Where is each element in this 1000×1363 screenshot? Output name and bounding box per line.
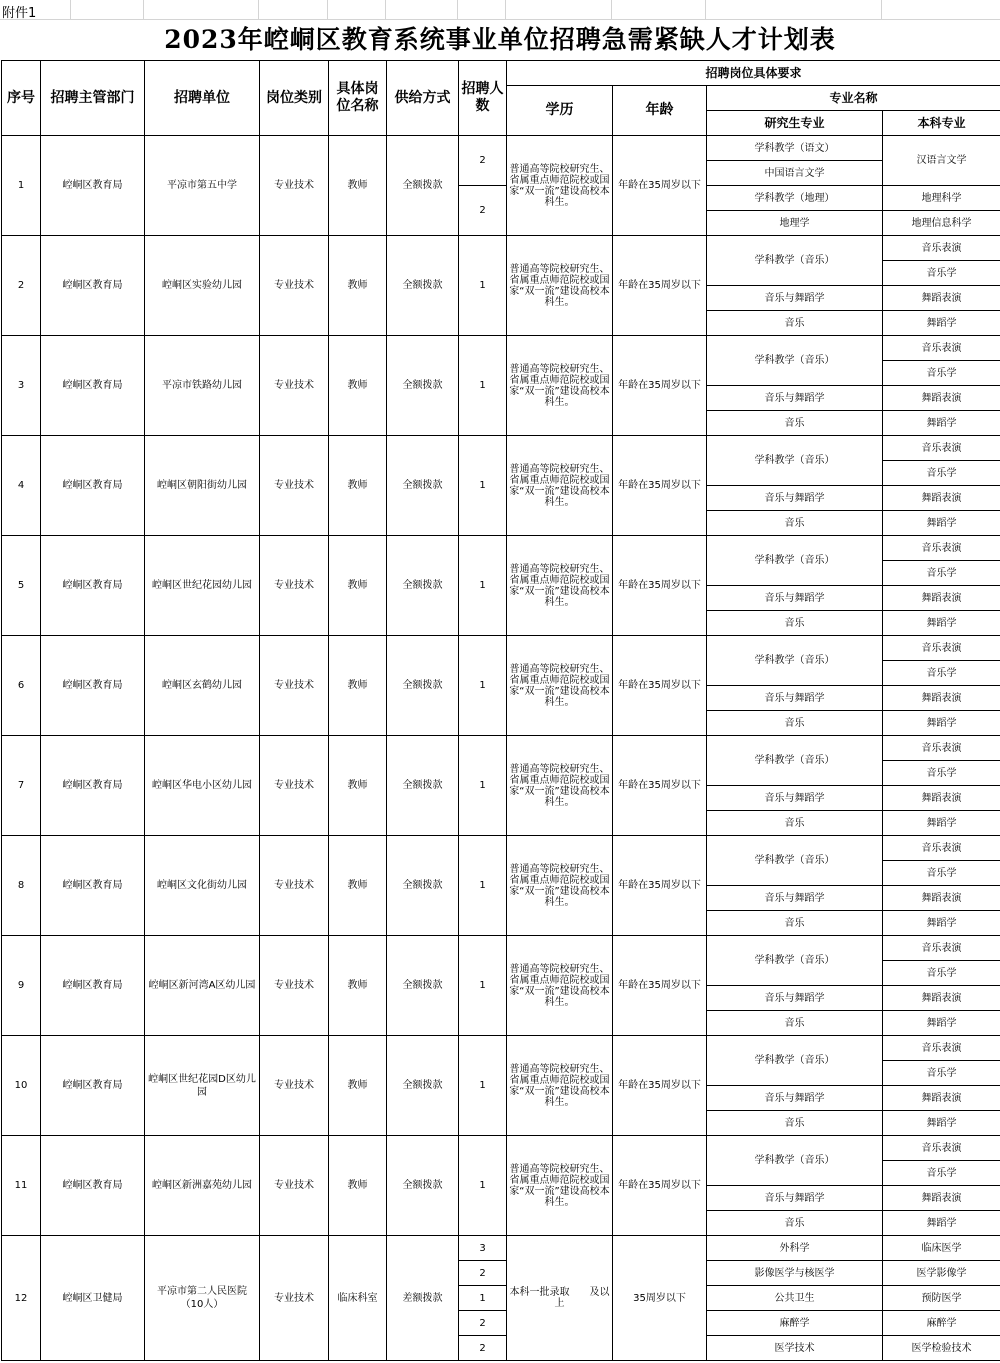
cell-ug-major: 舞蹈表演 (883, 786, 1000, 811)
cell-position: 教师 (329, 536, 387, 636)
cell-ug-major: 舞蹈学 (883, 711, 1000, 736)
cell-ug-major: 汉语言文学 (883, 136, 1000, 186)
cell-ug-major: 舞蹈表演 (883, 986, 1000, 1011)
cell-dept: 崆峒区教育局 (41, 636, 145, 736)
cell-ug-major: 舞蹈表演 (883, 486, 1000, 511)
cell-age: 年龄在35周岁以下 (613, 336, 707, 436)
cell-unit: 崆峒区新河湾A区幼儿园 (145, 936, 260, 1036)
cell-count: 3 (459, 1236, 507, 1261)
table-body (2, 61, 1000, 1361)
cell-ug-major: 舞蹈学 (883, 411, 1000, 436)
cell-age: 年龄在35周岁以下 (613, 536, 707, 636)
cell-no: 5 (2, 536, 41, 636)
cell-no: 6 (2, 636, 41, 736)
cell-unit: 崆峒区实验幼儿园 (145, 236, 260, 336)
cell-grad-major: 音乐与舞蹈学 (707, 586, 883, 611)
cell-category: 专业技术 (260, 336, 329, 436)
cell-category: 专业技术 (260, 1236, 329, 1361)
cell-dept: 崆峒区教育局 (41, 436, 145, 536)
cell-unit: 崆峒区朝阳街幼儿园 (145, 436, 260, 536)
cell-funding: 差额拨款 (387, 1236, 459, 1361)
cell-category: 专业技术 (260, 436, 329, 536)
cell-count: 2 (459, 136, 507, 186)
cell-unit: 平凉市铁路幼儿园 (145, 336, 260, 436)
cell-unit: 崆峒区世纪花园幼儿园 (145, 536, 260, 636)
cell-ug-major: 音乐学 (883, 561, 1000, 586)
cell-grad-major: 学科教学（音乐） (707, 836, 883, 886)
cell-ug-major: 舞蹈表演 (883, 1086, 1000, 1111)
cell-position: 教师 (329, 236, 387, 336)
cell-count: 1 (459, 936, 507, 1036)
cell-no: 9 (2, 936, 41, 1036)
cell-grad-major: 外科学 (707, 1236, 883, 1261)
cell-no: 8 (2, 836, 41, 936)
table-row (2, 1236, 1000, 1261)
cell-grad-major: 音乐与舞蹈学 (707, 386, 883, 411)
cell-education: 普通高等院校研究生、省属重点师范院校或国家“双一流”建设高校本科生。 (507, 236, 613, 336)
cell-funding: 全额拨款 (387, 836, 459, 936)
cell-ug-major: 音乐学 (883, 461, 1000, 486)
cell-category: 专业技术 (260, 636, 329, 736)
cell-category: 专业技术 (260, 736, 329, 836)
cell-count: 1 (459, 536, 507, 636)
cell-grad-major: 音乐与舞蹈学 (707, 486, 883, 511)
cell-grad-major: 地理学 (707, 211, 883, 236)
recruitment-plan-table (1, 60, 1000, 1361)
table-row (2, 336, 1000, 361)
cell-position: 教师 (329, 436, 387, 536)
cell-category: 专业技术 (260, 136, 329, 236)
cell-education: 普通高等院校研究生、省属重点师范院校或国家“双一流”建设高校本科生。 (507, 336, 613, 436)
table-row (2, 436, 1000, 461)
cell-grad-major: 学科教学（音乐） (707, 1036, 883, 1086)
cell-unit: 崆峒区华电小区幼儿园 (145, 736, 260, 836)
cell-ug-major: 音乐表演 (883, 636, 1000, 661)
cell-dept: 崆峒区教育局 (41, 236, 145, 336)
cell-ug-major: 舞蹈学 (883, 511, 1000, 536)
cell-education: 普通高等院校研究生、省属重点师范院校或国家“双一流”建设高校本科生。 (507, 436, 613, 536)
cell-age: 年龄在35周岁以下 (613, 1036, 707, 1136)
cell-count: 1 (459, 1036, 507, 1136)
cell-dept: 崆峒区教育局 (41, 1136, 145, 1236)
cell-ug-major: 舞蹈表演 (883, 586, 1000, 611)
header-major: 专业名称 (707, 86, 1000, 111)
cell-ug-major: 音乐表演 (883, 436, 1000, 461)
cell-dept: 崆峒区教育局 (41, 1036, 145, 1136)
header-grad-major: 研究生专业 (707, 111, 883, 136)
cell-ug-major: 舞蹈学 (883, 1111, 1000, 1136)
cell-grad-major: 学科教学（音乐） (707, 536, 883, 586)
cell-grad-major: 学科教学（音乐） (707, 636, 883, 686)
cell-ug-major: 音乐表演 (883, 1036, 1000, 1061)
cell-ug-major: 医学检验技术 (883, 1336, 1000, 1361)
cell-grad-major: 音乐与舞蹈学 (707, 286, 883, 311)
cell-education: 普通高等院校研究生、省属重点师范院校或国家“双一流”建设高校本科生。 (507, 536, 613, 636)
cell-grad-major: 影像医学与核医学 (707, 1261, 883, 1286)
cell-ug-major: 舞蹈学 (883, 911, 1000, 936)
header-ug-major: 本科专业 (883, 111, 1000, 136)
table-row (2, 1036, 1000, 1061)
cell-grad-major: 公共卫生 (707, 1286, 883, 1311)
cell-grad-major: 麻醉学 (707, 1311, 883, 1336)
cell-dept: 崆峒区教育局 (41, 536, 145, 636)
cell-ug-major: 音乐学 (883, 261, 1000, 286)
cell-grad-major: 音乐与舞蹈学 (707, 886, 883, 911)
cell-grad-major: 音乐 (707, 1211, 883, 1236)
header-no: 序号 (2, 61, 41, 136)
cell-count: 1 (459, 836, 507, 936)
cell-age: 年龄在35周岁以下 (613, 236, 707, 336)
cell-age: 年龄在35周岁以下 (613, 836, 707, 936)
cell-dept: 崆峒区教育局 (41, 836, 145, 936)
cell-category: 专业技术 (260, 536, 329, 636)
cell-funding: 全额拨款 (387, 336, 459, 436)
header-requirements: 招聘岗位具体要求 (507, 61, 1000, 86)
header-age: 年龄 (613, 86, 707, 136)
spreadsheet-gridlines (0, 0, 1000, 20)
cell-ug-major: 音乐学 (883, 961, 1000, 986)
table-row (2, 636, 1000, 661)
cell-grad-major: 学科教学（音乐） (707, 336, 883, 386)
cell-no: 11 (2, 1136, 41, 1236)
cell-count: 2 (459, 1336, 507, 1361)
cell-ug-major: 临床医学 (883, 1236, 1000, 1261)
cell-funding: 全额拨款 (387, 936, 459, 1036)
cell-grad-major: 中国语言文学 (707, 161, 883, 186)
cell-category: 专业技术 (260, 836, 329, 936)
cell-ug-major: 音乐学 (883, 861, 1000, 886)
cell-grad-major: 学科教学（地理） (707, 186, 883, 211)
cell-ug-major: 舞蹈学 (883, 611, 1000, 636)
cell-education: 本科一批录取 及以上 (507, 1236, 613, 1361)
table-row (2, 836, 1000, 861)
cell-ug-major: 音乐学 (883, 361, 1000, 386)
cell-grad-major: 音乐 (707, 811, 883, 836)
cell-count: 1 (459, 236, 507, 336)
cell-dept: 崆峒区教育局 (41, 936, 145, 1036)
cell-funding: 全额拨款 (387, 236, 459, 336)
cell-ug-major: 音乐表演 (883, 1136, 1000, 1161)
cell-dept: 崆峒区教育局 (41, 136, 145, 236)
cell-education: 普通高等院校研究生、省属重点师范院校或国家“双一流”建设高校本科生。 (507, 1036, 613, 1136)
cell-ug-major: 音乐学 (883, 661, 1000, 686)
cell-ug-major: 音乐表演 (883, 836, 1000, 861)
cell-funding: 全额拨款 (387, 1136, 459, 1236)
cell-ug-major: 舞蹈表演 (883, 1186, 1000, 1211)
cell-ug-major: 音乐表演 (883, 736, 1000, 761)
cell-ug-major: 音乐表演 (883, 936, 1000, 961)
cell-grad-major: 学科教学（音乐） (707, 1136, 883, 1186)
cell-ug-major: 麻醉学 (883, 1311, 1000, 1336)
cell-unit: 崆峒区玄鹤幼儿园 (145, 636, 260, 736)
cell-age: 年龄在35周岁以下 (613, 436, 707, 536)
cell-count: 2 (459, 1261, 507, 1286)
cell-unit: 崆峒区文化街幼儿园 (145, 836, 260, 936)
header-category: 岗位类别 (260, 61, 329, 136)
cell-position: 教师 (329, 936, 387, 1036)
cell-grad-major: 音乐 (707, 1011, 883, 1036)
cell-ug-major: 舞蹈学 (883, 311, 1000, 336)
table-row (2, 736, 1000, 761)
cell-no: 4 (2, 436, 41, 536)
header-funding: 供给方式 (387, 61, 459, 136)
cell-ug-major: 舞蹈表演 (883, 386, 1000, 411)
cell-age: 年龄在35周岁以下 (613, 736, 707, 836)
cell-count: 1 (459, 736, 507, 836)
cell-education: 普通高等院校研究生、省属重点师范院校或国家“双一流”建设高校本科生。 (507, 736, 613, 836)
cell-unit: 崆峒区世纪花园D区幼儿园 (145, 1036, 260, 1136)
cell-category: 专业技术 (260, 236, 329, 336)
table-row (2, 1136, 1000, 1161)
cell-funding: 全额拨款 (387, 736, 459, 836)
cell-position: 教师 (329, 836, 387, 936)
cell-age: 年龄在35周岁以下 (613, 936, 707, 1036)
cell-position: 教师 (329, 336, 387, 436)
cell-no: 2 (2, 236, 41, 336)
page-title: 2023年崆峒区教育系统事业单位招聘急需紧缺人才计划表 (164, 25, 836, 54)
cell-grad-major: 音乐 (707, 311, 883, 336)
cell-unit: 平凉市第二人民医院（10人） (145, 1236, 260, 1361)
cell-education: 普通高等院校研究生、省属重点师范院校或国家“双一流”建设高校本科生。 (507, 1136, 613, 1236)
table-row (2, 536, 1000, 561)
cell-no: 7 (2, 736, 41, 836)
cell-no: 3 (2, 336, 41, 436)
cell-ug-major: 音乐表演 (883, 336, 1000, 361)
cell-ug-major: 音乐学 (883, 1161, 1000, 1186)
cell-dept: 崆峒区教育局 (41, 736, 145, 836)
cell-count: 1 (459, 436, 507, 536)
cell-position: 教师 (329, 1036, 387, 1136)
cell-grad-major: 医学技术 (707, 1336, 883, 1361)
cell-funding: 全额拨款 (387, 536, 459, 636)
cell-category: 专业技术 (260, 936, 329, 1036)
cell-age: 年龄在35周岁以下 (613, 136, 707, 236)
cell-funding: 全额拨款 (387, 136, 459, 236)
cell-count: 1 (459, 336, 507, 436)
cell-grad-major: 学科教学（语文） (707, 136, 883, 161)
table-row (2, 136, 1000, 161)
cell-category: 专业技术 (260, 1036, 329, 1136)
header-dept: 招聘主管部门 (41, 61, 145, 136)
cell-grad-major: 音乐与舞蹈学 (707, 986, 883, 1011)
header-position: 具体岗位名称 (329, 61, 387, 136)
header-education: 学历 (507, 86, 613, 136)
cell-ug-major: 舞蹈学 (883, 1211, 1000, 1236)
cell-ug-major: 舞蹈表演 (883, 886, 1000, 911)
cell-ug-major: 舞蹈表演 (883, 686, 1000, 711)
cell-dept: 崆峒区卫健局 (41, 1236, 145, 1361)
cell-grad-major: 音乐与舞蹈学 (707, 1086, 883, 1111)
cell-grad-major: 音乐 (707, 1111, 883, 1136)
cell-ug-major: 舞蹈学 (883, 811, 1000, 836)
cell-grad-major: 学科教学（音乐） (707, 936, 883, 986)
cell-ug-major: 地理科学 (883, 186, 1000, 211)
cell-no: 12 (2, 1236, 41, 1361)
cell-ug-major: 音乐学 (883, 761, 1000, 786)
cell-ug-major: 预防医学 (883, 1286, 1000, 1311)
table-row (2, 236, 1000, 261)
cell-grad-major: 音乐与舞蹈学 (707, 786, 883, 811)
cell-ug-major: 地理信息科学 (883, 211, 1000, 236)
cell-position: 教师 (329, 1136, 387, 1236)
cell-grad-major: 学科教学（音乐） (707, 236, 883, 286)
cell-count: 1 (459, 1286, 507, 1311)
cell-grad-major: 音乐与舞蹈学 (707, 1186, 883, 1211)
cell-grad-major: 音乐与舞蹈学 (707, 686, 883, 711)
cell-funding: 全额拨款 (387, 1036, 459, 1136)
cell-position: 教师 (329, 736, 387, 836)
cell-position: 临床科室 (329, 1236, 387, 1361)
cell-no: 1 (2, 136, 41, 236)
cell-ug-major: 音乐表演 (883, 236, 1000, 261)
cell-position: 教师 (329, 636, 387, 736)
cell-ug-major: 舞蹈表演 (883, 286, 1000, 311)
cell-unit: 崆峒区新洲嘉苑幼儿园 (145, 1136, 260, 1236)
cell-category: 专业技术 (260, 1136, 329, 1236)
cell-count: 1 (459, 636, 507, 736)
annex-label: 附件1 (2, 6, 37, 21)
cell-grad-major: 学科教学（音乐） (707, 736, 883, 786)
cell-unit: 平凉市第五中学 (145, 136, 260, 236)
cell-ug-major: 舞蹈学 (883, 1011, 1000, 1036)
cell-education: 普通高等院校研究生、省属重点师范院校或国家“双一流”建设高校本科生。 (507, 936, 613, 1036)
cell-grad-major: 学科教学（音乐） (707, 436, 883, 486)
cell-age: 年龄在35周岁以下 (613, 1136, 707, 1236)
cell-age: 35周岁以下 (613, 1236, 707, 1361)
cell-count: 2 (459, 1311, 507, 1336)
header-unit: 招聘单位 (145, 61, 260, 136)
cell-no: 10 (2, 1036, 41, 1136)
cell-ug-major: 音乐学 (883, 1061, 1000, 1086)
cell-funding: 全额拨款 (387, 436, 459, 536)
table-row (2, 936, 1000, 961)
cell-grad-major: 音乐 (707, 711, 883, 736)
cell-count: 2 (459, 186, 507, 236)
header-count: 招聘人数 (459, 61, 507, 136)
cell-ug-major: 医学影像学 (883, 1261, 1000, 1286)
cell-education: 普通高等院校研究生、省属重点师范院校或国家“双一流”建设高校本科生。 (507, 636, 613, 736)
cell-count: 1 (459, 1136, 507, 1236)
cell-grad-major: 音乐 (707, 611, 883, 636)
cell-funding: 全额拨款 (387, 636, 459, 736)
cell-position: 教师 (329, 136, 387, 236)
cell-education: 普通高等院校研究生、省属重点师范院校或国家“双一流”建设高校本科生。 (507, 136, 613, 236)
cell-age: 年龄在35周岁以下 (613, 636, 707, 736)
cell-grad-major: 音乐 (707, 411, 883, 436)
cell-grad-major: 音乐 (707, 911, 883, 936)
cell-dept: 崆峒区教育局 (41, 336, 145, 436)
cell-grad-major: 音乐 (707, 511, 883, 536)
cell-ug-major: 音乐表演 (883, 536, 1000, 561)
cell-education: 普通高等院校研究生、省属重点师范院校或国家“双一流”建设高校本科生。 (507, 836, 613, 936)
